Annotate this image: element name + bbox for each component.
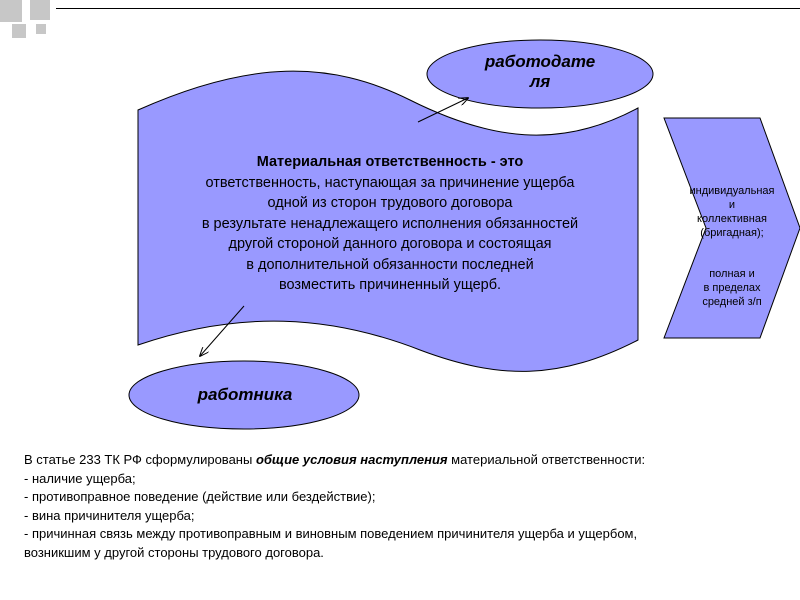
definition-line: ответственность, наступающая за причинение ущерба <box>205 174 575 191</box>
conditions-text <box>24 451 784 562</box>
definition-line: в дополнительной обязанности последней <box>246 256 534 273</box>
conditions-intro-emphasis: общие условия наступления <box>255 452 448 467</box>
conditions-intro-suffix: материальной ответственности: <box>447 452 646 467</box>
employer-label <box>445 52 635 92</box>
chevron-text-line: полная и <box>709 268 755 280</box>
definition-line: в результате ненадлежащего исполнения обязанностей <box>201 215 579 232</box>
chevron-text-line: коллективная <box>697 213 767 225</box>
definition-term: Материальная ответственность <box>256 154 487 170</box>
definition-first-line <box>150 152 630 173</box>
definition-dash: - это <box>486 154 524 170</box>
definition-line: возместить причиненный ущерб. <box>278 277 502 293</box>
conditions-intro <box>24 451 784 470</box>
employer-label-line1: работодате <box>484 52 596 71</box>
chevron-text-line: индивидуальная <box>689 185 775 197</box>
definition-line: другой стороной данного договора и состоящая <box>228 236 552 252</box>
worker-label: работника <box>197 385 293 404</box>
chevron-liability-extent <box>668 267 796 309</box>
chevron-text-line: в пределах <box>703 282 761 294</box>
condition-item: - вина причинителя ущерба; <box>24 507 195 523</box>
condition-item: возникшим у другой стороны трудового договора. <box>24 544 324 560</box>
employer-label-line2: ля <box>529 72 551 91</box>
condition-item: - причинная связь между противоправным и виновным поведением причинителя ущерба и ущербом, <box>24 526 638 541</box>
condition-item: - противоправное поведение (действие или бездействие); <box>24 489 376 504</box>
chevron-text-line: и <box>728 199 736 211</box>
conditions-intro-prefix: В статье 233 ТК РФ сформулированы <box>24 452 256 467</box>
chevron-text-line: средней з/п <box>702 296 762 308</box>
condition-item: - наличие ущерба; <box>24 470 136 486</box>
chevron-liability-type <box>668 184 796 240</box>
definition-line: одной из сторон трудового договора <box>267 195 513 211</box>
definition-text <box>150 152 630 296</box>
chevron-text-line: (бригадная); <box>700 227 764 239</box>
